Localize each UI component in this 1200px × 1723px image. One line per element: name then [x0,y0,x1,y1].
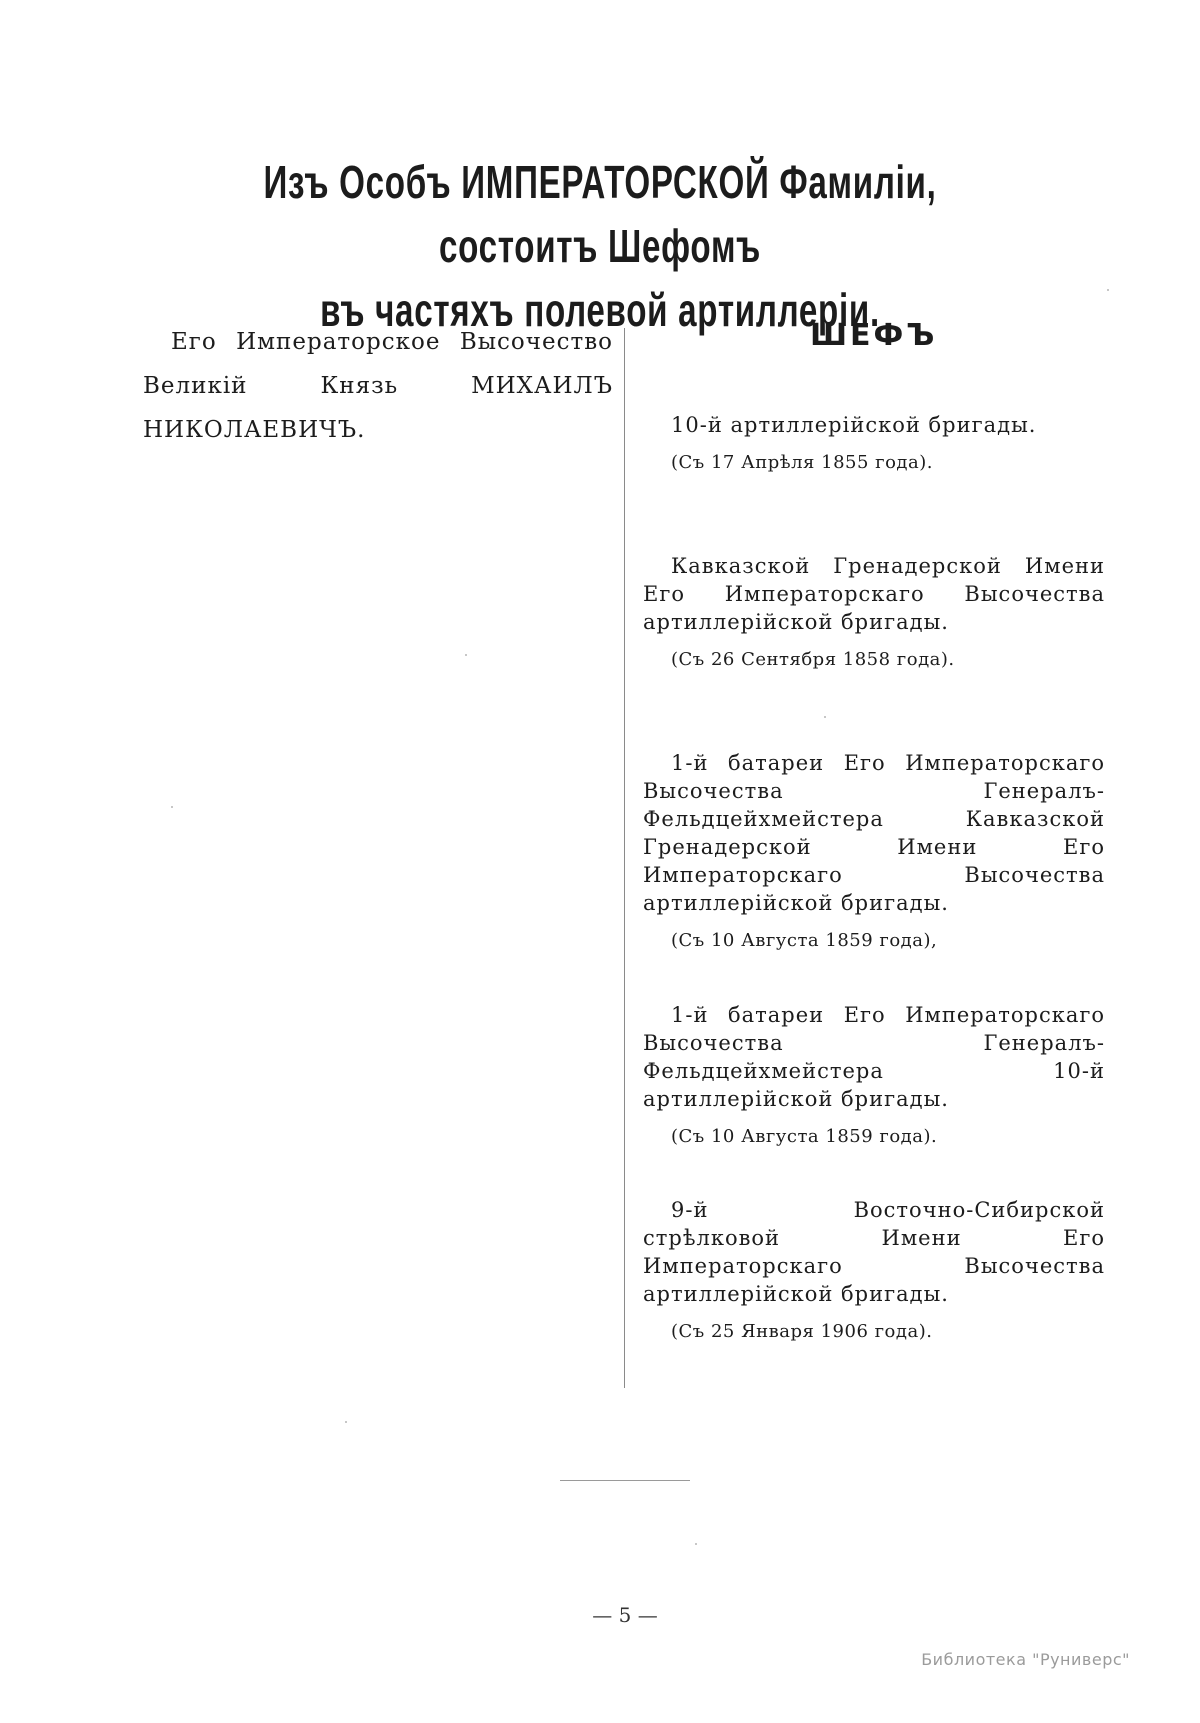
chief-heading: ШЕФЪ [810,318,938,353]
page-title-line-1: Изъ Особъ ИМПЕРАТОРСКОЙ Фамиліи, состоитъ Шефомъ [263,156,937,272]
entry-date: (Съ 10 Августа 1859 года). [671,1126,938,1147]
page-title-line-2: въ частяхъ полевой артиллеріи. [320,284,880,336]
scan-speck [345,1421,347,1423]
entry-date: (Съ 26 Сентября 1858 года). [671,649,955,670]
scan-speck [465,654,467,656]
entry-date: (Съ 10 Августа 1859 года), [671,930,938,951]
footer-rule [560,1480,690,1481]
entry-date: (Съ 25 Января 1906 года). [671,1321,933,1342]
entry-unit: Кавказской Гренадерской Имени Его Императорскаго Высочества артиллерійской бригады. [643,554,1105,634]
scan-speck [695,1543,697,1545]
chief-entry-4 [643,1001,1105,1149]
scan-speck [824,716,826,718]
scan-speck [171,806,173,808]
page-number: — 5 — [592,1603,658,1627]
chief-entry-2 [643,552,1105,672]
entry-unit: 1-й батареи Его Императорскаго Высочества Генералъ-Фельдцейхмейстера Кавказской Гренадерской Имени Его Императорскаго Высочества артиллерійской бригады. [643,751,1105,915]
person-name: Его Императорское Высочество Великій Князь МИХАИЛЪ НИКОЛАЕВИЧЪ. [143,329,613,443]
entry-unit: 1-й батареи Его Императорскаго Высочества Генералъ-Фельдцейхмейстера 10-й артиллерійской бригады. [643,1003,1105,1111]
chief-entry-5 [643,1196,1105,1344]
column-divider [624,328,625,1388]
chief-entry-3 [643,749,1105,953]
entry-date: (Съ 17 Апрѣля 1855 года). [671,452,933,473]
chief-entry-1 [643,411,1105,475]
scan-speck [1107,289,1109,291]
page-title [233,150,967,342]
entry-unit: 9-й Восточно-Сибирской стрѣлковой Имени Его Императорскаго Высочества артиллерійской бригады. [643,1198,1105,1306]
library-watermark: Библиотека "Руниверс" [921,1650,1130,1669]
entry-unit: 10-й артиллерійской бригады. [671,413,1037,437]
